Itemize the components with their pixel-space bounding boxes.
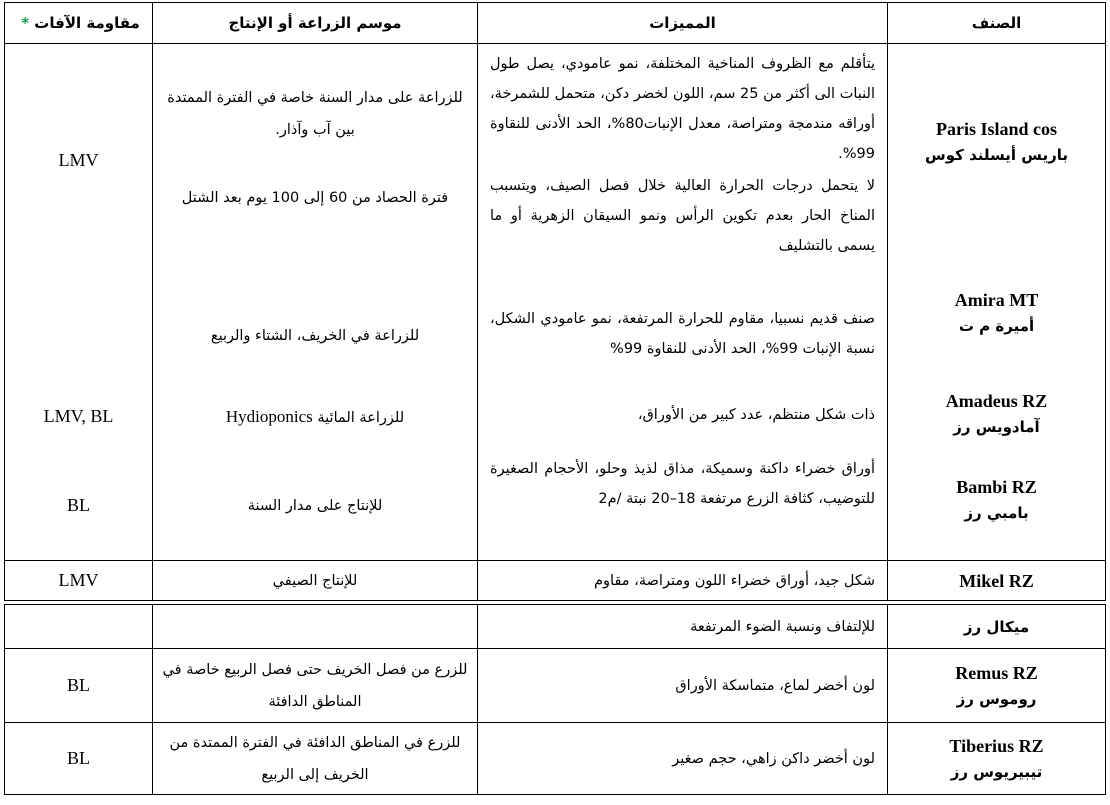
table-row-remus bbox=[5, 649, 1106, 723]
header-resistance-label: مقاومة الآفات bbox=[34, 14, 140, 32]
variety-remus-en: Remus RZ bbox=[955, 662, 1038, 683]
variety-amira bbox=[888, 287, 1105, 339]
season-paris-1: للزراعة على مدار السنة خاصة في الفترة الممتدة بين آب وآذار. bbox=[167, 90, 463, 138]
lettuce-varieties-table bbox=[4, 2, 1106, 601]
season-mikel-cont bbox=[153, 605, 478, 649]
variety-remus-ar: روموس رز bbox=[956, 689, 1037, 708]
season-remus: للزرع من فصل الخريف حتى فصل الربيع خاصة في المناطق الدافئة bbox=[153, 649, 478, 723]
features-remus: لون أخضر لماع، متماسكة الأوراق bbox=[478, 649, 888, 723]
variety-bambi-ar: بامبي رز bbox=[964, 504, 1029, 522]
season-amadeus-ar: للزراعة المائية bbox=[317, 410, 405, 426]
variety-paris bbox=[888, 116, 1105, 168]
asterisk-mark: * bbox=[21, 14, 30, 32]
variety-mikel-en: Mikel RZ bbox=[888, 561, 1106, 601]
variety-paris-en: Paris Island cos bbox=[935, 119, 1058, 139]
variety-bambi bbox=[888, 474, 1105, 526]
season-bambi: للإنتاج على مدار السنة bbox=[247, 498, 383, 514]
resistance-cell-group bbox=[5, 44, 153, 561]
variety-mikel-ar: ميكال رز bbox=[888, 605, 1106, 649]
variety-amira-en: Amira MT bbox=[954, 290, 1039, 310]
season-amadeus-en: Hydioponics bbox=[225, 407, 313, 426]
season-cell-group bbox=[153, 44, 478, 561]
table-row-tiberius bbox=[5, 723, 1106, 795]
variety-remus bbox=[888, 649, 1106, 723]
variety-tiberius bbox=[888, 723, 1106, 795]
features-tiberius: لون أخضر داكن زاهي، حجم صغير bbox=[478, 723, 888, 795]
lettuce-varieties-table-continued bbox=[4, 604, 1106, 795]
features-paris-1: يتأقلم مع الظروف المناخية المختلفة، نمو عامودي، يصل طول النبات الى أكثر من 25 سم، اللون لخضر دكن، متحمل للشمرخة، أوراقه مندمجة ومتراصة، معدل الإنبات80%، الحد الأدنى للنقاوة 99%. bbox=[490, 56, 875, 162]
header-resistance bbox=[5, 3, 153, 44]
features-bambi: أوراق خضراء داكنة وسميكة، مذاق لذيذ وحلو، الأحجام الصغيرة للتوضيب، كثافة الزرع مرتفعة 18–20 نبتة /م2 bbox=[490, 461, 875, 507]
header-variety: الصنف bbox=[888, 3, 1106, 44]
features-amadeus: ذات شكل منتظم، عدد كبير من الأوراق، bbox=[637, 407, 875, 423]
resistance-remus: BL bbox=[5, 649, 153, 723]
variety-bambi-en: Bambi RZ bbox=[956, 477, 1037, 497]
season-mikel: للإنتاج الصيفي bbox=[153, 561, 478, 601]
table-row-mikel-continued bbox=[5, 605, 1106, 649]
season-tiberius: للزرع في المناطق الدافئة في الفترة الممتدة من الخريف إلى الربيع bbox=[153, 723, 478, 795]
table-header-row bbox=[5, 3, 1106, 44]
resistance-mikel-cont bbox=[5, 605, 153, 649]
variety-amadeus bbox=[888, 388, 1105, 440]
header-features: المميزات bbox=[478, 3, 888, 44]
table-row-mikel bbox=[5, 561, 1106, 601]
variety-tiberius-en: Tiberius RZ bbox=[949, 735, 1044, 756]
features-mikel-1: شكل جيد، أوراق خضراء اللون ومتراصة، مقاوم bbox=[478, 561, 888, 601]
resistance-amadeus: LMV, BL bbox=[43, 406, 114, 426]
variety-paris-ar: باريس أيسلند كوس bbox=[925, 146, 1068, 164]
resistance-tiberius: BL bbox=[5, 723, 153, 795]
season-amira: للزراعة في الخريف، الشتاء والربيع bbox=[210, 328, 420, 344]
variety-tiberius-ar: تيبيريوس رز bbox=[950, 762, 1043, 781]
features-cell-group bbox=[478, 44, 888, 561]
variety-amadeus-en: Amadeus RZ bbox=[945, 391, 1048, 411]
variety-cell-group bbox=[888, 44, 1106, 561]
variety-amira-ar: أميرة م ت bbox=[958, 317, 1035, 335]
resistance-mikel: LMV bbox=[5, 561, 153, 601]
features-mikel-2: للإلتفاف ونسبة الضوء المرتفعة bbox=[478, 605, 888, 649]
variety-amadeus-ar: آمادويس رز bbox=[953, 418, 1040, 436]
resistance-bambi: BL bbox=[66, 495, 90, 515]
season-amadeus bbox=[153, 401, 477, 434]
resistance-paris: LMV bbox=[58, 150, 99, 170]
features-amira: صنف قديم نسبيا، مقاوم للحرارة المرتفعة، نمو عامودي الشكل، نسبة الإنبات 99%، الحد الأدنى للنقاوة 99% bbox=[490, 311, 875, 357]
features-paris-2: لا يتحمل درجات الحرارة العالية خلال فصل الصيف، ويتسبب المناخ الحار بعدم تكوين الرأس ونمو السيقان الزهرية أو ما يسمى بالتشليف bbox=[490, 178, 875, 254]
header-season: موسم الزراعة أو الإنتاج bbox=[153, 3, 478, 44]
table-row-group-main bbox=[5, 44, 1106, 561]
season-paris-2: فترة الحصاد من 60 إلى 100 يوم بعد الشتل bbox=[181, 190, 449, 206]
